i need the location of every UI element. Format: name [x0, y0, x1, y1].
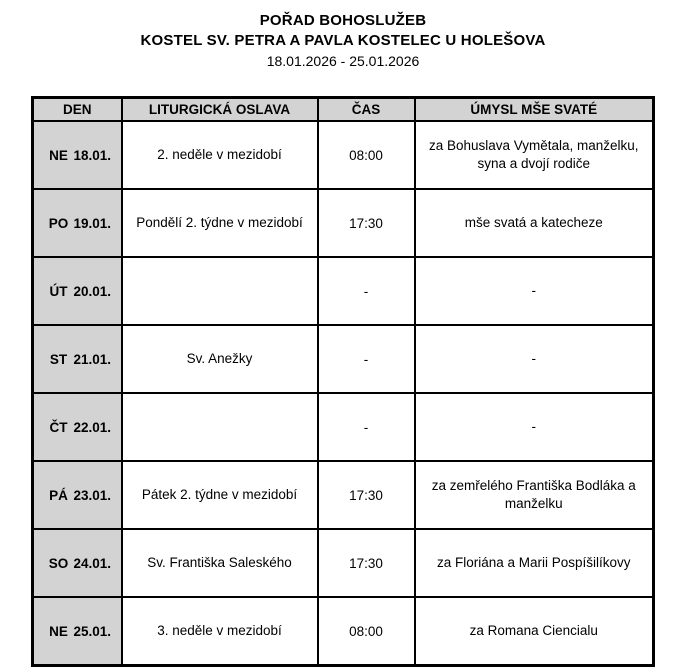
celebration-cell: 2. neděle v mezidobí: [122, 121, 318, 189]
time-cell: 08:00: [318, 121, 415, 189]
table-row: [33, 121, 654, 189]
church-name: KOSTEL SV. PETRA A PAVLA KOSTELEC U HOLEŠOVA: [140, 32, 546, 49]
day-abbr: NE: [49, 623, 68, 639]
table-row: [33, 189, 654, 257]
intention-cell: za Bohuslava Vymětala, manželku, syna a dvojí rodiče: [415, 121, 654, 189]
day-date: 23.01.: [73, 487, 112, 503]
celebration-cell: [122, 257, 318, 325]
day-cell: [33, 257, 122, 325]
day-date: 18.01.: [73, 147, 112, 163]
table-row: [33, 597, 654, 666]
day-cell: [33, 121, 122, 189]
intention-cell: za Floriána a Marii Pospíšilíkovy: [415, 529, 654, 597]
column-header-oslava: LITURGICKÁ OSLAVA: [122, 98, 318, 122]
table-row: [33, 393, 654, 461]
column-header-cas: ČAS: [318, 98, 415, 122]
celebration-cell: Pondělí 2. týdne v mezidobí: [122, 189, 318, 257]
day-abbr: PO: [48, 215, 69, 231]
day-cell: [33, 393, 122, 461]
day-abbr: NE: [49, 147, 68, 163]
intention-cell: -: [415, 393, 654, 461]
column-header-umysl: ÚMYSL MŠE SVATÉ: [415, 98, 654, 122]
page-title: POŘAD BOHOSLUŽEB: [259, 12, 427, 29]
table-row: [33, 325, 654, 393]
time-cell: 17:30: [318, 529, 415, 597]
day-date: 22.01.: [73, 419, 112, 435]
time-cell: 17:30: [318, 189, 415, 257]
celebration-cell: 3. neděle v mezidobí: [122, 597, 318, 666]
time-cell: -: [318, 325, 415, 393]
day-date: 21.01.: [73, 351, 112, 367]
intention-cell: mše svatá a katecheze: [415, 189, 654, 257]
day-abbr: ST: [49, 351, 68, 367]
day-cell: [33, 189, 122, 257]
time-cell: -: [318, 257, 415, 325]
celebration-cell: [122, 393, 318, 461]
table-row: [33, 461, 654, 529]
date-range: 18.01.2026 - 25.01.2026: [266, 53, 420, 69]
celebration-cell: Pátek 2. týdne v mezidobí: [122, 461, 318, 529]
celebration-cell: Sv. Anežky: [122, 325, 318, 393]
time-cell: -: [318, 393, 415, 461]
column-header-den: DEN: [33, 98, 122, 122]
time-cell: 08:00: [318, 597, 415, 666]
intention-cell: -: [415, 257, 654, 325]
table-header-row: [33, 98, 654, 122]
day-cell: [33, 325, 122, 393]
day-date: 20.01.: [73, 283, 112, 299]
celebration-cell: Sv. Františka Saleského: [122, 529, 318, 597]
table-row: [33, 257, 654, 325]
day-abbr: ČT: [49, 419, 68, 435]
day-date: 25.01.: [73, 623, 112, 639]
day-abbr: PÁ: [49, 487, 68, 503]
day-date: 19.01.: [73, 215, 112, 231]
intention-cell: -: [415, 325, 654, 393]
day-cell: [33, 461, 122, 529]
table-row: [33, 529, 654, 597]
day-abbr: ÚT: [49, 283, 68, 299]
intention-cell: za zemřelého Františka Bodláka a manželku: [415, 461, 654, 529]
time-cell: 17:30: [318, 461, 415, 529]
schedule-table: [31, 96, 655, 667]
document-header: [0, 0, 686, 71]
intention-cell: za Romana Ciencialu: [415, 597, 654, 666]
day-cell: [33, 597, 122, 666]
day-cell: [33, 529, 122, 597]
day-abbr: SO: [48, 555, 69, 571]
day-date: 24.01.: [73, 555, 112, 571]
